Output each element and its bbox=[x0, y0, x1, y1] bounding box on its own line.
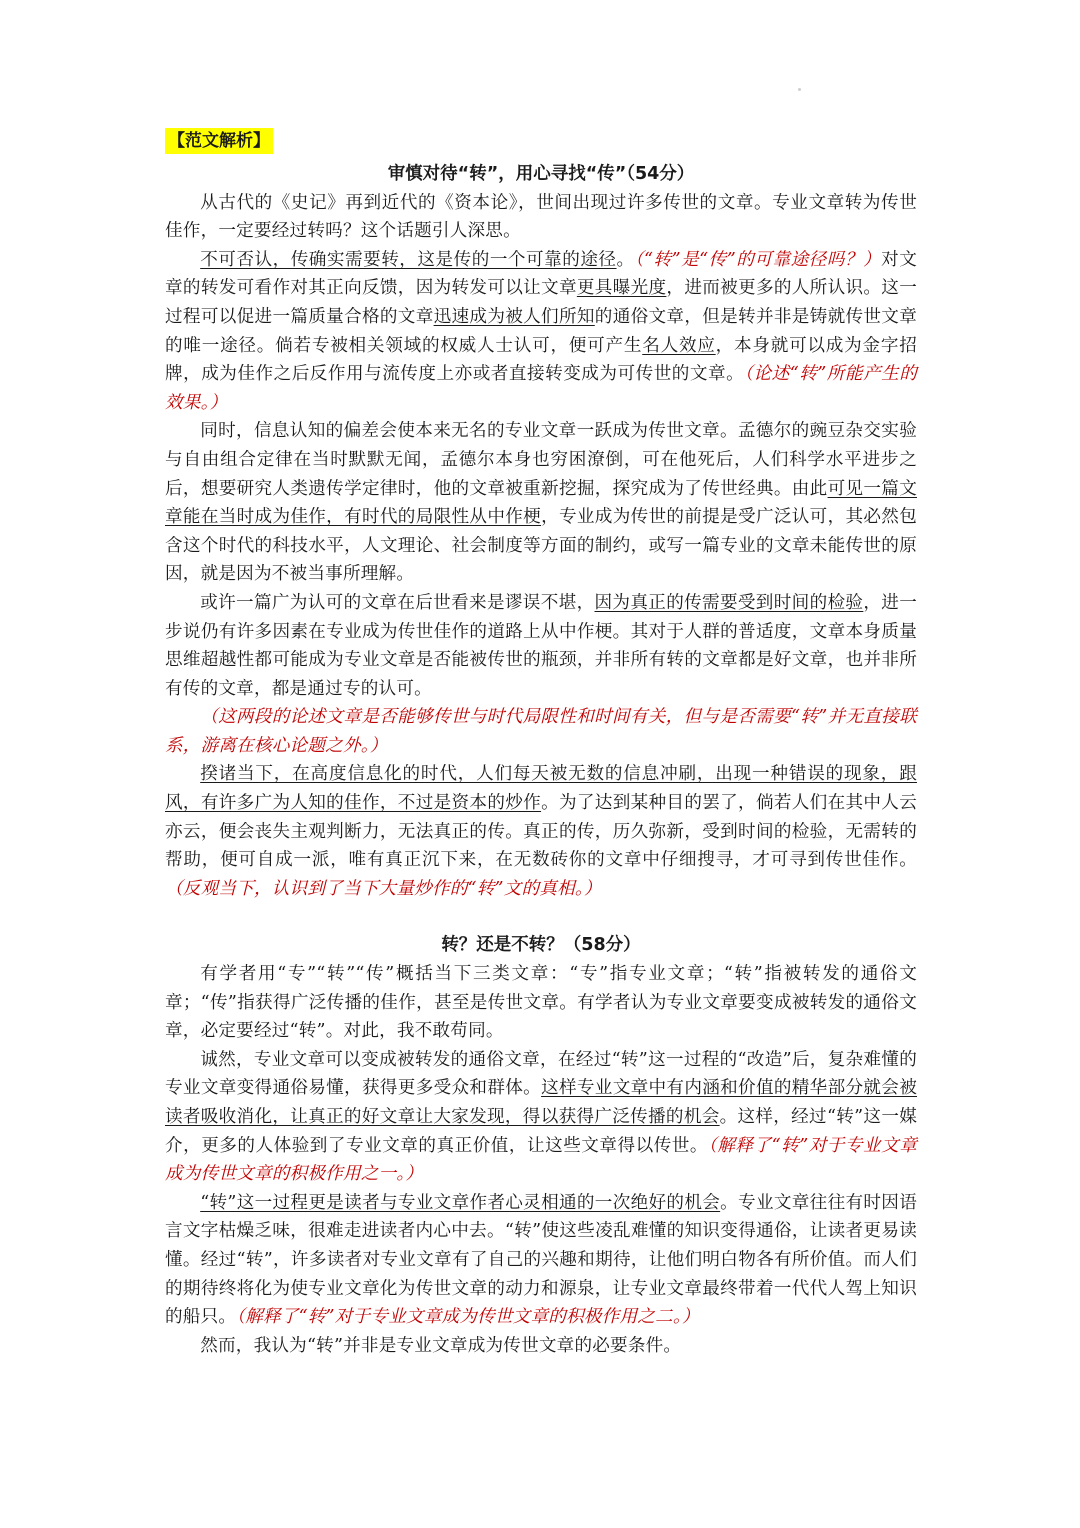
underlined-phrase: 因为真正的传需要受到时间的检验 bbox=[594, 592, 864, 613]
essay2-paragraph-4: 然而，我认为“转”并非是专业文章成为传世文章的必要条件。 bbox=[200, 1335, 682, 1356]
underlined-phrase: “转”这一过程更是读者与专业文章作者心灵相通的一次绝好的机会 bbox=[200, 1192, 721, 1213]
essay2-paragraph-2: 诚然，专业文章可以变成被转发的通俗文章，在经过“转”这一过程的“改造”后，复杂难懂的专业文章变得通俗易懂，获得更多受众和群体。这样专业文章中有内涵和价值的精华部分就会被读者吸收消化，让真正的好文章让大家发现，得以获得广泛传播的机会。这样，经过“转”这一媒介，更多的人体验到了专业文章的真正价值，让这些文章得以传世。（解释了“转”对于专业文章成为传世文章的积极作用之一。） bbox=[165, 1049, 918, 1185]
essay1-paragraph-5: 揆诸当下，在高度信息化的时代，人们每天被无数的信息冲刷，出现一种错误的现象，跟风，有许多广为人知的佳作，不过是资本的炒作。为了达到某种目的罢了，倘若人们在其中人云亦云，便会丧失主观判断力，无法真正的传。真正的传，历久弥新，受到时间的检验，无需转的帮助，便可自成一派，唯有真正沉下来，在无数砖你的文章中仔细搜寻，才可寻到传世佳作。（反观当下，认识到了当下大量炒作的“转”文的真相。） bbox=[165, 764, 918, 899]
essay2-paragraph-1: 有学者用“专”“转”“传”概括当下三类文章：“专”指专业文章；“转”指被转发的通俗文章；“传”指获得广泛传播的佳作，甚至是传世文章。有学者认为专业文章要变成被转发的通俗文章，必定要经过“转”。对此，我不敢苟同。 bbox=[165, 964, 917, 1042]
underlined-phrase: 这样专业文章中有内涵和价值的精华部分就会被读者吸收消化，让真正的好文章让大家发现，得以获得广泛传播的机会 bbox=[165, 1078, 918, 1127]
essay1-paragraph-4: 或许一篇广为认可的文章在后世看来是谬误不堪，因为真正的传需要受到时间的检验，进一步说仍有许多因素在专业成为传世佳作的道路上从中作梗。其对于人群的普适度，文章本身质量思维超越性都可能成为专业文章是否能被传世的瓶颈，并非所有转的文章都是好文章，也并非所有传的文章，都是通过专的认可。 bbox=[165, 592, 917, 699]
essay2-title: 转？还是不转？（58分） bbox=[441, 935, 641, 956]
comment-note: （反观当下，认识到了当下大量炒作的“转”文的真相。） bbox=[165, 878, 602, 899]
underlined-phrase: 迅速成为被人们所知 bbox=[433, 306, 595, 327]
underlined-phrase: 更具曝光度 bbox=[576, 278, 667, 299]
essay1-paragraph-1: 从古代的《史记》再到近代的《资本论》，世间出现过许多传世的文章。专业文章转为传世佳作，一定要经过转吗？这个话题引人深思。 bbox=[165, 192, 917, 242]
comment-note: （解释了“转”对于专业文章成为传世文章的积极作用之一。） bbox=[165, 1135, 917, 1185]
essay1-comment: （这两段的论述文章是否能够传世与时代局限性和时间有关，但与是否需要“转”并无直接联系，游离在核心论题之外。） bbox=[165, 707, 917, 756]
essay2-paragraph-3: “转”这一过程更是读者与专业文章作者心灵相通的一次绝好的机会。专业文章往往有时因语言文字枯燥乏味，很难走进读者内心中去。“转”使这些凌乱难懂的知识变得通俗，让读者更易读懂。经过“转”，许多读者对专业文章有了自己的兴趣和期待，让他们明白物各有所价值。而人们的期待终将化为使专业文章化为传世文章的动力和源泉，让专业文章最终带着一代代人驾上知识的船只。（解释了“转”对于专业文章成为传世文章的积极作用之二。） bbox=[165, 1192, 918, 1328]
essay1-paragraph-3: 同时，信息认知的偏差会使本来无名的专业文章一跃成为传世文章。孟德尔的豌豆杂交实验与自由组合定律在当时默默无闻，孟德尔本身也穷困潦倒，可在他死后，人们科学水平进步之后，想要研究人类遗传学定律时，他的文章被重新挖掘，探究成为了传世经典。由此可见一篇文章能在当时成为佳作，有时代的局限性从中作梗，专业成为传世的前提是受广泛认可，其必然包含这个时代的科技水平，人文理论、社会制度等方面的制约，或写一篇专业的文章未能传世的原因，就是因为不被当事所理解。 bbox=[165, 421, 918, 585]
document-content bbox=[165, 128, 917, 1360]
underlined-phrase: 名人效应 bbox=[642, 335, 716, 356]
page-speck bbox=[798, 88, 801, 91]
underlined-phrase: 可见一篇文章能在当时成为佳作，有时代的局限性从中作梗 bbox=[165, 478, 917, 528]
section-badge: 【范文解析】 bbox=[165, 128, 273, 154]
essay1-paragraph-2: 不可否认，传确实需要转，这是传的一个可靠的途径。（“转”是“传”的可靠途径吗？）对文章的转发可看作对其正向反馈，因为转发可以让文章更具曝光度，进而被更多的人所认识。这一过程可以促进一篇质量合格的文章迅速成为被人们所知的通俗文章，但是转并非是铸就传世文章的唯一途径。倘若专被相关领域的权威人士认可，便可产生名人效应，本身就可以成为金字招牌，成为佳作之后反作用与流传度上亦或者直接转变成为可传世的文章。（论述“转”所能产生的效果。） bbox=[165, 249, 917, 413]
comment-note: （解释了“转”对于专业文章成为传世文章的积极作用之二。） bbox=[236, 1307, 700, 1328]
essay1-title: 审慎对待“转”，用心寻找“传”（54分） bbox=[387, 164, 695, 184]
comment-note: （论述“转”所能产生的效果。） bbox=[165, 364, 917, 413]
underlined-phrase: 揆诸当下，在高度信息化的时代，人们每天被无数的信息冲刷，出现一种错误的现象，跟风，有许多广为人知的佳作，不过是资本的炒作 bbox=[165, 764, 917, 814]
comment-note: （“转”是“传”的可靠途径吗？） bbox=[634, 249, 882, 270]
underlined-phrase: 不可否认，传确实需要转，这是传的一个可靠的途径 bbox=[200, 249, 617, 270]
